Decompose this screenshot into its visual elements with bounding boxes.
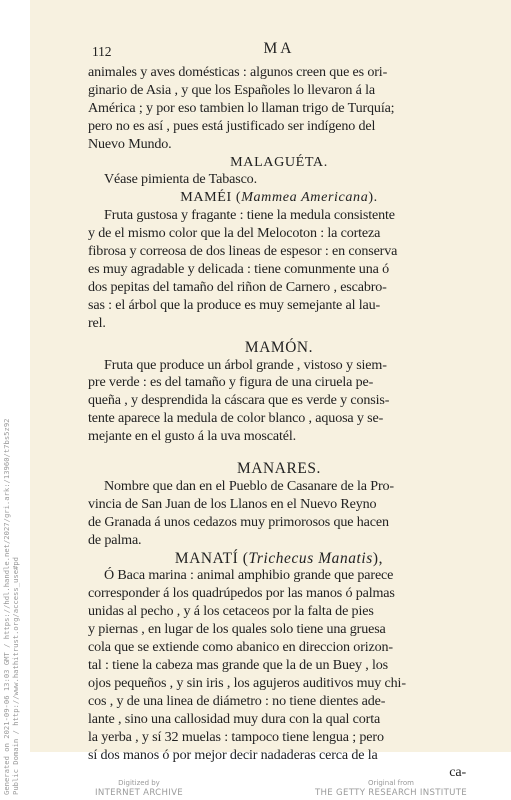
text-line: tente aparece la medula de color blanco , aquosa y se-	[88, 410, 384, 427]
entry-manares-text	[88, 478, 470, 550]
page-header	[88, 40, 470, 64]
heading-punctuation: ).	[368, 189, 378, 206]
entry-heading-manati: MANATÍ (Trichecus Manatis),	[174, 549, 384, 567]
entry-name: MAMÉI	[180, 189, 232, 206]
text-line: ginario de Asia , y que los Españoles lo llevaron á la	[88, 81, 376, 98]
scientific-name: Trichecus Manatis	[248, 549, 373, 567]
entry-name: MANATÍ	[174, 549, 239, 567]
entry-heading-malagueta: MALAGUÉTA.	[230, 153, 328, 170]
access-notice	[2, 375, 20, 795]
catchword: ca-	[449, 764, 466, 781]
text-line: tal : tiene la cabeza mas grande que la de un Buey , los	[88, 657, 388, 673]
internet-archive-label: INTERNET ARCHIVE	[95, 788, 183, 798]
text-line: y piernas , en lugar de los quales solo tiene una gruesa	[88, 621, 386, 638]
generated-line: Generated on 2021-09-06 13:03 GMT / https://hdl.handle.net/2027/gri.ark:/13960/t7bs5z92	[2, 418, 11, 795]
digitized-by-block	[79, 779, 199, 799]
text-line: y de el mismo color que la del Melocoton : la corteza	[88, 225, 381, 242]
text-line: de palma.	[88, 531, 142, 548]
text-line: América ; y por eso tambien lo llaman trigo de Turquía;	[88, 99, 395, 116]
scan-footer	[30, 752, 511, 800]
heading-punctuation: ),	[372, 549, 384, 567]
text-line: animales y aves domésticas : algunos creen que es ori-	[88, 64, 388, 80]
entry-mamei-text	[88, 207, 470, 332]
text-line: fibrosa y correosa de dos lineas de espesor : en conserva	[88, 243, 398, 260]
text-line: rel.	[88, 314, 106, 331]
text-line: dos pepitas del tamaño del riñon de Carnero , escabro-	[88, 278, 387, 295]
entry-mamon-text	[88, 357, 470, 447]
text-line: unidas al pecho , y á los cetaceos por la falta de pies	[88, 603, 374, 620]
entry-continuation	[88, 64, 470, 154]
entry-manati-text	[88, 567, 470, 764]
text-line: pero no es así , pues está justificado ser indígeno del	[88, 117, 376, 134]
text-line: es muy agradable y delicada : tiene comunmente una ó	[88, 260, 389, 277]
text-line: Fruta que produce un árbol grande , vistoso y siem-	[104, 356, 387, 373]
entry-heading-manares: MANARES.	[237, 460, 321, 478]
text-line: de Granada á unos cedazos muy primorosos que hacen	[88, 513, 389, 530]
page-number: 112	[92, 44, 112, 59]
text-line: vincia de San Juan de los Llanos en el Nuevo Reyno	[88, 495, 377, 512]
running-head: MA	[263, 40, 295, 57]
text-line: Véase pimienta de Tabasco.	[104, 171, 257, 188]
text-line: Fruta gustosa y fragante : tiene la medula consistente	[104, 207, 395, 224]
text-line: ojos pequeños , y sin iris , los agujeros auditivos muy chi-	[88, 674, 406, 691]
text-line: corresponder á los quadrúpedos por las manos ó palmas	[88, 585, 395, 602]
text-line: la yerba , y sí 32 muelas : tampoco tiene lengua ; pero	[88, 728, 384, 745]
text-line: Nuevo Mundo.	[88, 135, 172, 152]
text-line: lante , sino una callosidad muy dura con la qual corta	[88, 710, 381, 727]
text-line: Ó Baca marina : animal amphibio grande que parece	[104, 567, 394, 584]
scientific-name: Mammea Americana	[241, 189, 369, 206]
text-line: Nombre que dan en el Pueblo de Casanare de la Pro-	[104, 477, 394, 494]
text-line: pre verde : es del tamaño y figura de una ciruela pe-	[88, 374, 374, 391]
text-line: cola que se extiende como abanico en direccion orizon-	[88, 639, 393, 656]
text-line: cos , y de una linea de diámetro : no tiene dientes ade-	[88, 692, 386, 709]
digitized-by-label: Digitized by	[118, 779, 160, 787]
entry-heading-mamei: MAMÉI (Mammea Americana).	[180, 189, 378, 206]
original-from-label: Original from	[368, 779, 414, 787]
page-text	[88, 40, 470, 782]
text-line: mejante en el gusto á la uva moscatél.	[88, 428, 296, 445]
original-from-block	[306, 779, 476, 799]
text-line: sas : el árbol que la produce es muy semejante al lau-	[88, 296, 381, 313]
entry-heading-mamon: MAMÓN.	[244, 338, 314, 356]
text-line: sí dos manos ó por mejor decir nadaderas cerca de la	[88, 746, 378, 763]
license-line: Public Domain / http://www.hathitrust.org/access_use#pd	[11, 557, 20, 795]
text-line: queña , y desprendida la cáscara que es verde y consis-	[88, 392, 390, 409]
getty-label: THE GETTY RESEARCH INSTITUTE	[314, 788, 467, 798]
